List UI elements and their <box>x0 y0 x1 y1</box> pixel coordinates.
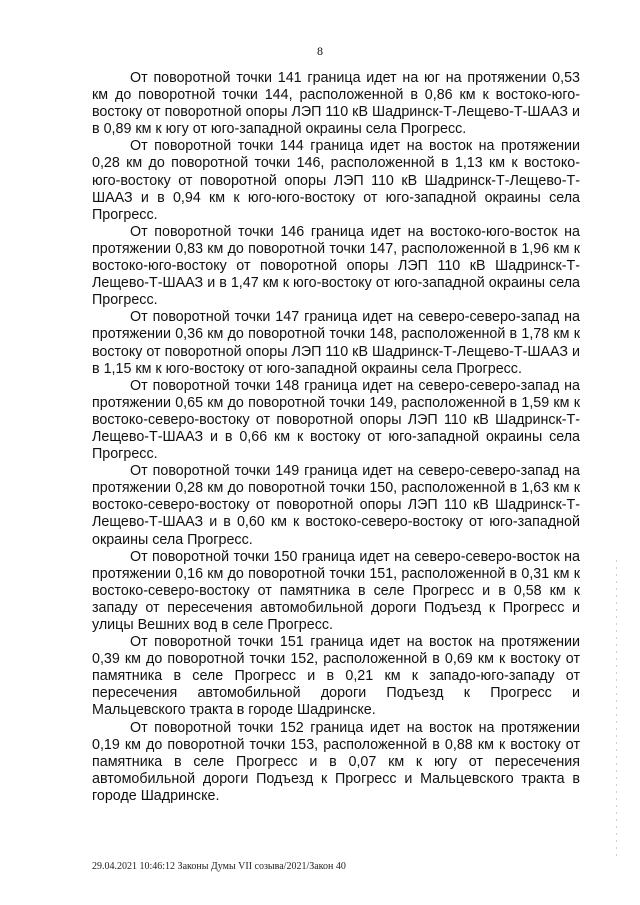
document-body <box>92 70 580 805</box>
paragraph-point-141: От поворотной точки 141 граница идет на юг на протяжении 0,53 км до поворотной точки 144, расположенной в 0,86 км к востоко-юго-востоку от поворотной опоры ЛЭП 110 кВ Шадринск-Т-Лещево-Т-ШААЗ и в 0,89 км к югу от юго-западной окраины села Прогресс. <box>92 70 580 138</box>
paragraph-point-144: От поворотной точки 144 граница идет на восток на протяжении 0,28 км до поворотной точки 146, расположенной в 1,13 км к востоко-юго-востоку от поворотной опоры ЛЭП 110 кВ Шадринск-Т-Лещево-Т-ШААЗ и в 0,94 км к юго-юго-востоку от юго-западной окраины села Прогресс. <box>92 138 580 223</box>
paragraph-point-148: От поворотной точки 148 граница идет на северо-северо-запад на протяжении 0,65 км до поворотной точки 149, расположенной в 1,59 км к востоко-северо-востоку от поворотной опоры ЛЭП 110 кВ Шадринск-Т-Лещево-Т-ШААЗ и в 0,66 км к востоку от юго-западной окраины села Прогресс. <box>92 377 580 463</box>
page-number: 8 <box>317 44 323 58</box>
paragraph-point-147: От поворотной точки 147 граница идет на северо-северо-запад на протяжении 0,36 км до поворотной точки 148, расположенной в 1,78 км к востоку от поворотной опоры ЛЭП 110 кВ Шадринск-Т-Лещево-Т-ШААЗ и в 1,15 км к юго-востоку от юго-западной окраины села Прогресс. <box>92 309 580 377</box>
document-footer: 29.04.2021 10:46:12 Законы Думы VII созыва/2021/Закон 40 <box>92 861 346 872</box>
paragraph-point-150: От поворотной точки 150 граница идет на северо-северо-восток на протяжении 0,16 км до поворотной точки 151, расположенной в 0,31 км к востоко-северо-востоку от памятника в селе Прогресс и в 0,58 км к западу от пересечения автомобильной дороги Подъезд к Прогресс и улицы Вешних вод в селе Прогресс. <box>92 548 580 633</box>
paragraph-point-152: От поворотной точки 152 граница идет на восток на протяжении 0,19 км до поворотной точки 153, расположенной в 0,88 км к востоку от памятника в селе Прогресс и в 0,07 км к югу от пересечения автомобильной дороги Подъезд к Прогресс и Мальцевского тракта в городе Шадринске. <box>92 719 580 804</box>
paragraph-point-146: От поворотной точки 146 граница идет на востоко-юго-восток на протяжении 0,83 км до поворотной точки 147, расположенной в 1,96 км к востоко-юго-востоку от поворотной опоры ЛЭП 110 кВ Шадринск-Т-Лещево-Т-ШААЗ и в 1,47 км к юго-востоку от юго-западной окраины села Прогресс. <box>92 223 580 309</box>
paragraph-point-149: От поворотной точки 149 граница идет на северо-северо-запад на протяжении 0,28 км до поворотной точки 150, расположенной в 1,63 км к востоко-северо-востоку от поворотной опоры ЛЭП 110 кВ Шадринск-Т-Лещево-Т-ШААЗ и в 0,60 км к востоко-северо-востоку от юго-западной окраины села Прогресс. <box>92 463 580 548</box>
paragraph-point-151: От поворотной точки 151 граница идет на восток на протяжении 0,39 км до поворотной точки 152, расположенной в 0,69 км к востоку от памятника в селе Прогресс и в 0,21 км к западо-юго-западу от пересечения автомобильной дороги Подъезд к Прогресс и Мальцевского тракта в городе Шадринске. <box>92 634 580 719</box>
margin-scan-mark <box>612 560 620 860</box>
